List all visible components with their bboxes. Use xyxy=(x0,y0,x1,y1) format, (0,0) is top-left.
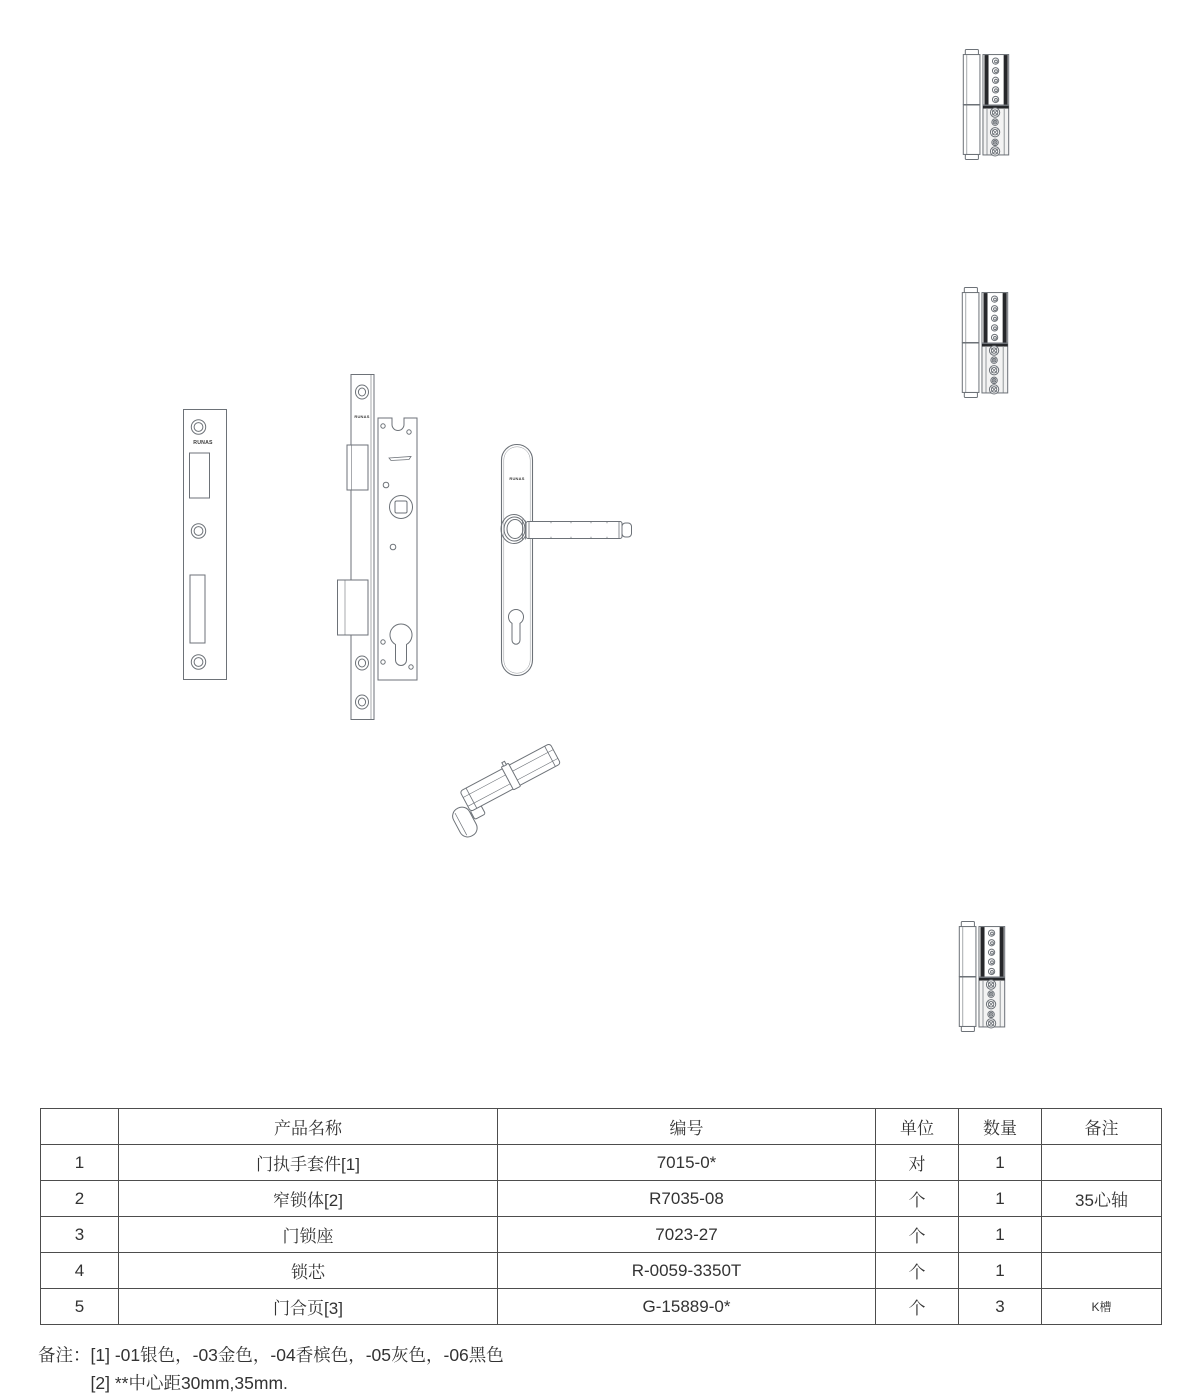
remarks-label: 备注： xyxy=(38,1345,91,1365)
table-row xyxy=(41,1145,1162,1181)
col-header-index xyxy=(41,1109,119,1145)
remark-line-2: [2] **中心距30mm,35mm. xyxy=(90,1373,288,1393)
cell-qty: 1 xyxy=(959,1217,1042,1253)
cell-code: R-0059-3350T xyxy=(498,1253,876,1289)
cell-name: 门执手套件[1] xyxy=(119,1145,498,1181)
door-hinge-drawing-3 xyxy=(954,920,1011,1033)
cell-unit: 个 xyxy=(876,1181,959,1217)
cell-remark: K槽 xyxy=(1042,1289,1162,1325)
cell-remark xyxy=(1042,1145,1162,1181)
cell-index: 2 xyxy=(41,1181,119,1217)
cell-qty: 1 xyxy=(959,1145,1042,1181)
cell-code: G-15889-0* xyxy=(498,1289,876,1325)
lock-cylinder-drawing xyxy=(452,742,578,842)
brand-logo: RUNAS xyxy=(193,440,213,446)
parts-table xyxy=(40,1108,1162,1325)
cell-index: 4 xyxy=(41,1253,119,1289)
strike-plate-drawing xyxy=(183,409,227,680)
brand-logo: RUNAS xyxy=(354,414,370,419)
door-hinge-drawing-1 xyxy=(958,48,1015,161)
table-header-row xyxy=(41,1109,1162,1145)
cell-unit: 个 xyxy=(876,1289,959,1325)
col-header-unit: 单位 xyxy=(876,1109,959,1145)
cell-qty: 1 xyxy=(959,1181,1042,1217)
narrow-lock-body-drawing xyxy=(337,372,421,722)
door-handle-set-drawing xyxy=(493,441,643,681)
door-hinge-drawing-2 xyxy=(957,286,1014,399)
table-row xyxy=(41,1181,1162,1217)
cell-qty: 1 xyxy=(959,1253,1042,1289)
table-row xyxy=(41,1253,1162,1289)
cell-remark: 35心轴 xyxy=(1042,1181,1162,1217)
col-header-remark: 备注 xyxy=(1042,1109,1162,1145)
remark-line-1: [1] -01银色，-03金色，-04香槟色，-05灰色，-06黑色 xyxy=(90,1345,504,1365)
cell-name: 窄锁体[2] xyxy=(119,1181,498,1217)
cell-remark xyxy=(1042,1253,1162,1289)
cell-unit: 个 xyxy=(876,1217,959,1253)
cell-index: 1 xyxy=(41,1145,119,1181)
brand-logo: RUNAS xyxy=(509,476,525,481)
col-header-qty: 数量 xyxy=(959,1109,1042,1145)
cell-unit: 个 xyxy=(876,1253,959,1289)
col-header-name: 产品名称 xyxy=(119,1109,498,1145)
cell-index: 5 xyxy=(41,1289,119,1325)
cell-qty: 3 xyxy=(959,1289,1042,1325)
cell-index: 3 xyxy=(41,1217,119,1253)
remarks xyxy=(38,1341,504,1397)
cell-name: 门锁座 xyxy=(119,1217,498,1253)
cell-code: R7035-08 xyxy=(498,1181,876,1217)
col-header-code: 编号 xyxy=(498,1109,876,1145)
cell-code: 7023-27 xyxy=(498,1217,876,1253)
cell-code: 7015-0* xyxy=(498,1145,876,1181)
table-row xyxy=(41,1217,1162,1253)
cell-unit: 对 xyxy=(876,1145,959,1181)
cell-name: 锁芯 xyxy=(119,1253,498,1289)
cell-name: 门合页[3] xyxy=(119,1289,498,1325)
cell-remark xyxy=(1042,1217,1162,1253)
table-row xyxy=(41,1289,1162,1325)
